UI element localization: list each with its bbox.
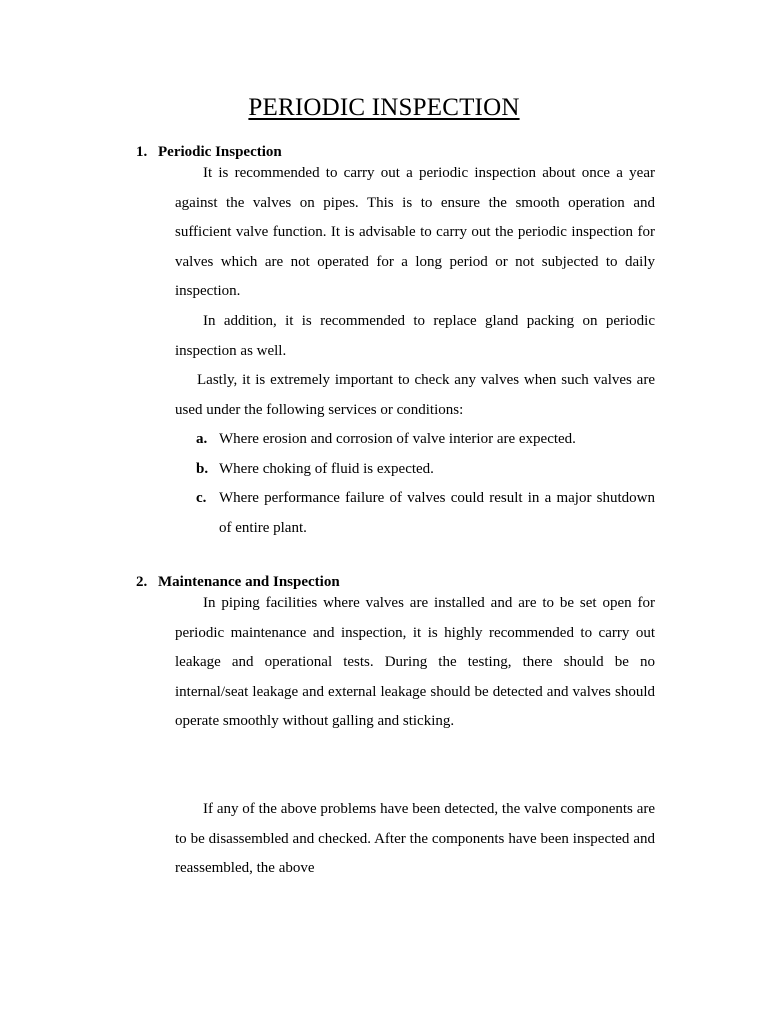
section-1-body [175,159,655,425]
section-1-title: Periodic Inspection [158,144,282,160]
list-item-marker: b. [196,460,209,477]
list-item-text: Where choking of fluid is expected. [219,460,434,477]
list-item [196,484,655,543]
document-title: PERIODIC INSPECTION [248,94,520,121]
list-item-text: Where performance failure of valves could result in a major shutdown of entire plant. [219,490,655,536]
section-1-number: 1. [136,144,148,160]
list-item [196,455,655,485]
section-2-paragraph-1: In piping facilities where valves are installed and are to be set open for periodic maintenance and inspection, it is highly recommended to carry out leakage and operational tests. During the testing, there should be no internal/seat leakage and external leakage should be detected and valves should operate smoothly without galling and sticking. [175,595,655,730]
section-2-number: 2. [136,574,148,590]
section-2-body-continued [175,795,655,884]
section-2-title: Maintenance and Inspection [158,574,340,590]
section-1-paragraph-1: It is recommended to carry out a periodic inspection about once a year against the valves on pipes. This is to ensure the smooth operation and sufficient valve function. It is advisable to carry out the periodic inspection for valves which are not operated for a long period or not subjected to daily inspection. [175,165,655,300]
section-1-paragraph-3: Lastly, it is extremely important to check any valves when such valves are used under the following services or conditions: [175,372,655,418]
section-2-body [175,589,655,737]
list-item-marker: c. [196,490,207,507]
list-item [196,425,655,455]
section-1-conditions-list [196,425,655,543]
list-item-marker: a. [196,431,208,447]
list-item-text: Where erosion and corrosion of valve interior are expected. [219,431,576,447]
section-2-paragraph-2: If any of the above problems have been detected, the valve components are to be disassembled and checked. After the components have been inspected and reassembled, the above [175,801,655,877]
section-1-paragraph-2: In addition, it is recommended to replace gland packing on periodic inspection as well. [175,312,655,359]
